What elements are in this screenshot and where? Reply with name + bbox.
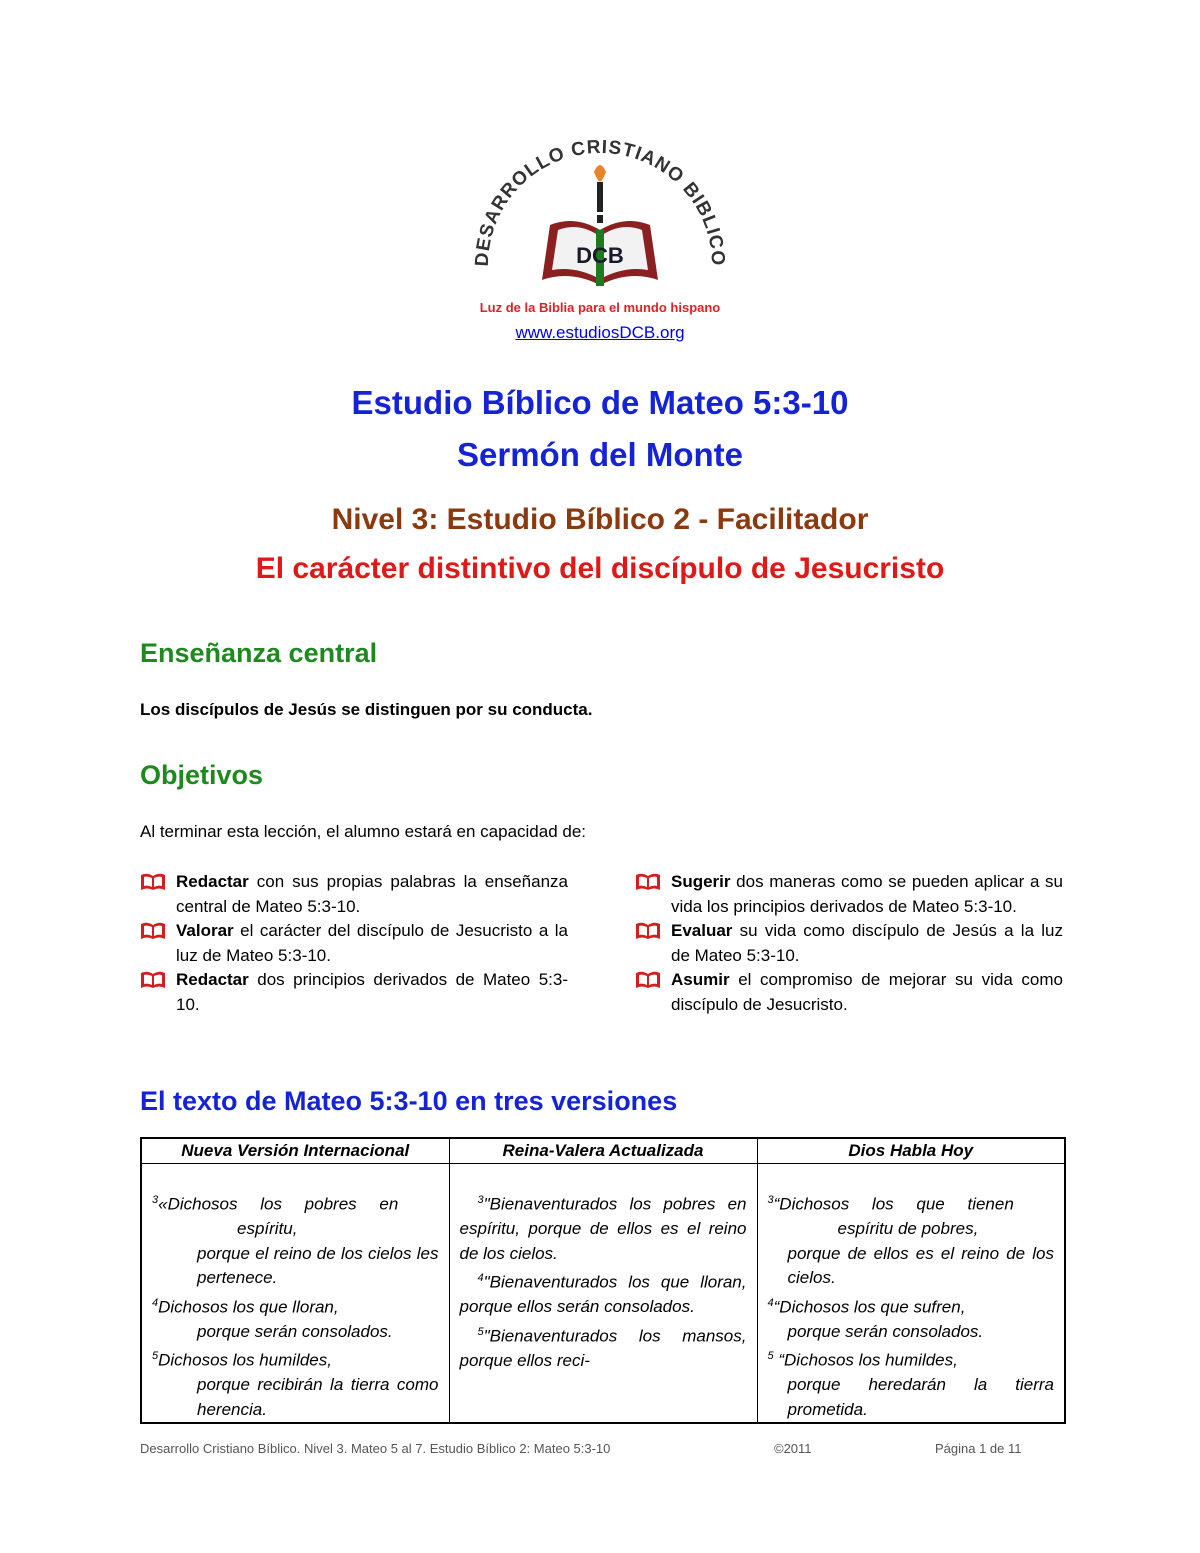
- objective-item: [635, 919, 1063, 968]
- verse-line: porque heredarán la tierra prometida.: [787, 1375, 1054, 1419]
- objective-item: [140, 968, 568, 1017]
- verse-line: $^4$“Dichosos los que sufren,: [767, 1296, 966, 1317]
- verse-line: espíritu de pobres,: [837, 1219, 979, 1239]
- section-heading-ensenanza: Enseñanza central: [140, 638, 378, 668]
- objectives-intro: Al terminar esta lección, el alumno estará en capacidad de:: [140, 822, 587, 841]
- section-heading-objetivos: Objetivos: [140, 760, 264, 790]
- objective-item: [140, 919, 568, 968]
- website-link[interactable]: www.estudiosDCB.org: [515, 323, 685, 342]
- book-bullet-icon: [635, 873, 661, 891]
- objective-verb: Valorar: [176, 921, 234, 940]
- verse-line: $^4$Dichosos los que lloran,: [152, 1296, 339, 1317]
- verse-line: $^3$«Dichosos los pobres en: [152, 1194, 399, 1214]
- page-title: Estudio Bíblico de Mateo 5:3-10: [351, 384, 849, 421]
- central-teaching: Los discípulos de Jesús se distinguen por su conducta.: [140, 700, 593, 719]
- objective-text: el compromiso de mejorar su vida como discípulo de Jesucristo.: [671, 970, 1063, 1014]
- objective-verb: Redactar: [176, 970, 249, 989]
- column-header-rva: Reina-Valera Actualizada: [449, 1138, 757, 1164]
- verse-line: porque de ellos es el reino de los cielos.: [787, 1243, 1054, 1288]
- book-bullet-icon: [140, 873, 166, 891]
- logo-badge: DCB: [576, 243, 624, 268]
- objective-verb: Asumir: [671, 970, 730, 989]
- verse-line: $^3$“Dichosos los que tienen: [767, 1194, 1014, 1214]
- logo-tagline: Luz de la Biblia para el mundo hispano: [479, 300, 721, 315]
- objective-item: [635, 968, 1063, 1017]
- objective-text: dos maneras como se pueden aplicar a su vida los principios derivados de Mateo 5:3-10.: [671, 872, 1063, 916]
- nvi-text-cell: [141, 1164, 449, 1424]
- verse-line: $^5$ “Dichosos los humildes,: [767, 1350, 958, 1370]
- book-bullet-icon: [635, 922, 661, 940]
- objective-text: con sus propias palabras la enseñanza central de Mateo 5:3-10.: [176, 872, 568, 916]
- objectives-left-column: [140, 870, 568, 1017]
- dhh-text-cell: [757, 1164, 1065, 1424]
- book-bullet-icon: [635, 971, 661, 989]
- verse-line: espíritu,: [237, 1219, 298, 1239]
- objective-verb: Sugerir: [671, 872, 731, 891]
- objective-text: su vida como discípulo de Jesús a la luz de Mateo 5:3-10.: [671, 921, 1063, 965]
- objectives-right-column: [635, 870, 1063, 1017]
- verse-line: $^5$Dichosos los humildes,: [152, 1350, 332, 1370]
- table-header-row: [141, 1138, 1065, 1164]
- level-title: Nivel 3: Estudio Bíblico 2 - Facilitador: [331, 503, 869, 536]
- section-heading-versiones: El texto de Mateo 5:3-10 en tres versiones: [140, 1086, 678, 1116]
- page-subtitle: Sermón del Monte: [456, 436, 744, 473]
- column-header-dhh: Dios Habla Hoy: [757, 1138, 1065, 1164]
- footer-source: Desarrollo Cristiano Bíblico. Nivel 3. Mateo 5 al 7. Estudio Bíblico 2: Mateo 5:3-10: [140, 1441, 611, 1456]
- verse-line: $^3$"Bienaventurados los pobres en espíritu, porque de ellos es el reino de los cielos.: [459, 1194, 747, 1263]
- verse-line: porque el reino de los cielos les pertenece.: [197, 1243, 439, 1288]
- verse-line: porque recibirán la tierra como herencia.: [197, 1375, 439, 1419]
- book-bullet-icon: [140, 971, 166, 989]
- objective-item: [635, 870, 1063, 919]
- versions-table: [140, 1137, 1066, 1424]
- lesson-title: El carácter distintivo del discípulo de Jesucristo: [255, 552, 945, 585]
- verse-line: porque serán consolados.: [197, 1321, 393, 1341]
- table-row: [141, 1164, 1065, 1424]
- book-bullet-icon: [140, 922, 166, 940]
- footer-page-number: Página 1 de 11: [935, 1441, 1022, 1456]
- objective-text: dos principios derivados de Mateo 5:3-10.: [176, 970, 568, 1014]
- objective-item: [140, 870, 568, 919]
- footer-copyright: ©2011: [774, 1441, 812, 1456]
- objective-verb: Evaluar: [671, 921, 733, 940]
- column-header-nvi: Nueva Versión Internacional: [141, 1138, 449, 1164]
- torch-icon: [594, 165, 606, 223]
- verse-line: $^4$"Bienaventurados los que lloran, porque ellos serán consolados.: [459, 1272, 747, 1317]
- objective-text: el carácter del discípulo de Jesucristo a la luz de Mateo 5:3-10.: [176, 921, 568, 965]
- rva-text-cell: [449, 1164, 757, 1424]
- verse-line: $^5$"Bienaventurados los mansos, porque ellos reci-: [459, 1325, 747, 1370]
- logo-arc-text: DESARROLLO CRISTIANO BIBLICO: [471, 136, 729, 267]
- objective-verb: Redactar: [176, 872, 249, 891]
- verse-line: porque serán consolados.: [787, 1321, 984, 1341]
